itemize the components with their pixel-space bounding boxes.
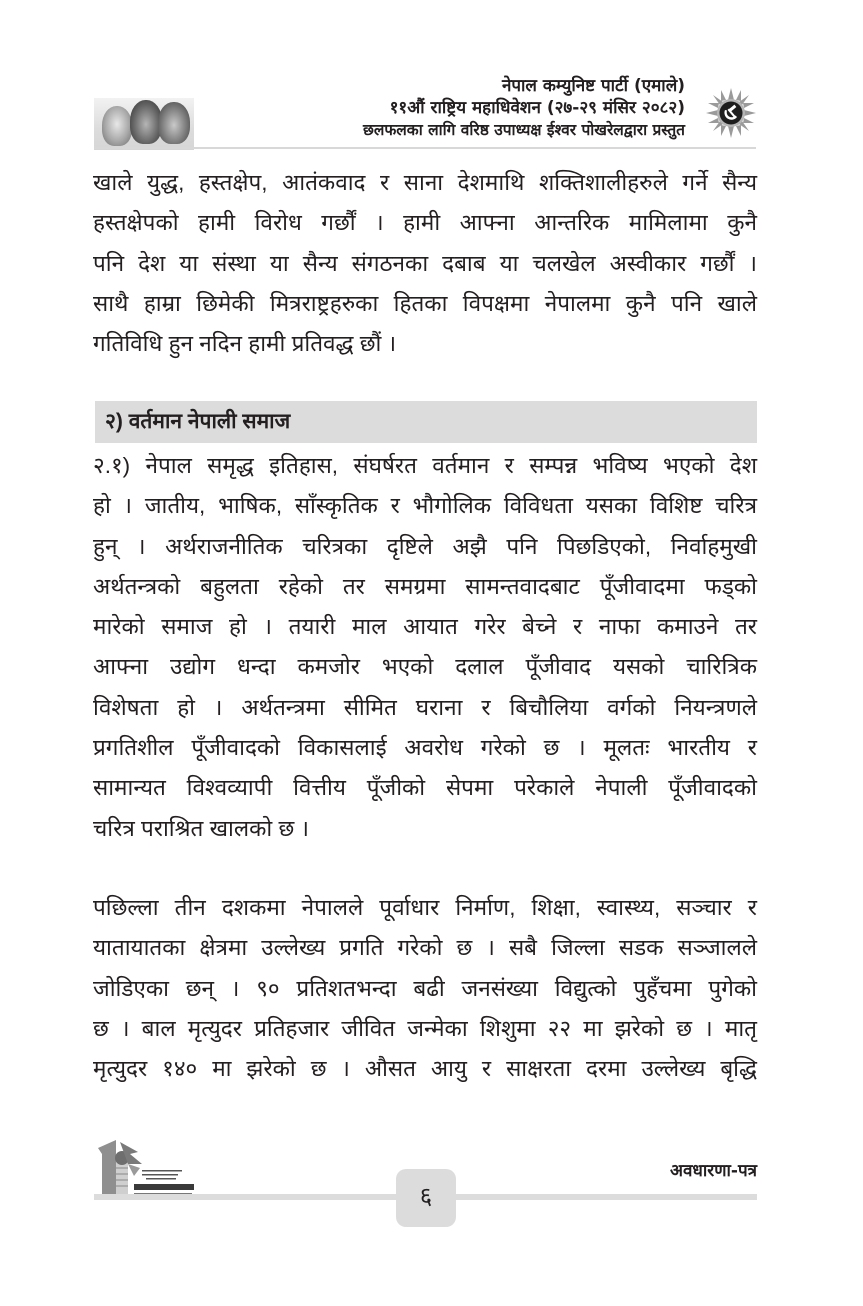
page-number-badge (396, 1169, 456, 1227)
page-number: ६ (419, 1183, 433, 1210)
presenter-line: छलफलका लागि वरिष्ठ उपाध्यक्ष ईश्वर पोखरेलद्वारा प्रस्तुत (362, 121, 685, 139)
text-line: हुन् । अर्थराजनीतिक चरित्रका दृष्टिले अझै पनि पिछडिएको, निर्वाहमुखी (93, 533, 757, 559)
text-line: मृत्युदर १४० मा झरेको छ । औसत आयु र साक्षरता दरमा उल्लेख्य बृद्धि (93, 1056, 757, 1082)
national-congress-logo (94, 1138, 204, 1202)
text-line: यातायातका क्षेत्रमा उल्लेख्य प्रगति गरेको छ । सबै जिल्ला सडक सञ्जालले (93, 935, 757, 961)
paragraph-intro-continued (93, 163, 757, 364)
paragraph-2-1 (93, 446, 757, 849)
text-line: हो । जातीय, भाषिक, साँस्कृतिक र भौगोलिक विविधता यसका विशिष्ट चरित्र (93, 493, 757, 519)
text-line: मारेको समाज हो । तयारी माल आयात गरेर बेच्ने र नाफा कमाउने तर (93, 614, 757, 640)
section-heading-band (95, 401, 757, 443)
leader-portrait-3 (158, 102, 190, 144)
party-name: नेपाल कम्युनिष्ट पार्टी (एमाले) (501, 76, 685, 96)
party-emblem-hammer-sickle-icon (706, 88, 756, 138)
text-line: हस्तक्षेपको हामी विरोध गर्छौं । हामी आफ्ना आन्तरिक मामिलामा कुनै (93, 210, 757, 236)
text-line: चरित्र पराश्रित खालको छ । (93, 815, 310, 841)
text-line: छ । बाल मृत्युदर प्रतिहजार जीवित जन्मेका शिशुमा २२ मा झरेको छ । मातृ (93, 1015, 757, 1041)
header-title-block (363, 75, 685, 141)
footer-divider-left (94, 1194, 396, 1200)
text-line: गतिविधि हुन नदिन हामी प्रतिवद्ध छौं । (93, 331, 397, 357)
text-line: साथै हाम्रा छिमेकी मित्रराष्ट्रहरुका हितका विपक्षमा नेपालमा कुनै पनि खाले (93, 290, 757, 316)
text-line: जोडिएका छन् । ९० प्रतिशतभन्दा बढी जनसंख्या विद्युत्को पुहँचमा पुगेको (93, 975, 757, 1001)
text-line: विशेषता हो । अर्थतन्त्रमा सीमित घराना र बिचौलिया वर्गको नियन्त्रणले (93, 694, 757, 720)
text-line: आफ्ना उद्योग धन्दा कमजोर भएको दलाल पूँजीवाद यसको चारित्रिक (93, 654, 757, 680)
text-line: प्रगतिशील पूँजीवादको विकासलाई अवरोध गरेको छ । मूलतः भारतीय र (93, 735, 757, 761)
section-heading: २) वर्तमान नेपाली समाज (105, 410, 291, 433)
text-line: २.१) नेपाल समृद्ध इतिहास, संघर्षरत वर्तमान र सम्पन्न भविष्य भएको देश (93, 453, 757, 478)
text-line: सामान्यत विश्वव्यापी वित्तीय पूँजीको सेपमा परेकाले नेपाली पूँजीवादको (93, 775, 757, 801)
paragraph-progress (93, 888, 757, 1089)
text-line: पनि देश या संस्था या सैन्य संगठनका दबाब या चलखेल अस्वीकार गर्छौं । (93, 250, 757, 276)
convention-title: ११औं राष्ट्रिय महाधिवेशन (२७-२९ मंसिर २०८२) (389, 98, 685, 118)
header-divider (94, 147, 756, 149)
document-title: अवधारणा-पत्र (669, 1161, 757, 1181)
text-line: पछिल्ला तीन दशकमा नेपालले पूर्वाधार निर्माण, शिक्षा, स्वास्थ्य, सञ्चार र (93, 895, 757, 920)
text-line: अर्थतन्त्रको बहुलता रहेको तर समग्रमा सामन्तवादबाट पूँजीवादमा फड्को (93, 573, 757, 599)
leaders-portrait-photo (94, 98, 194, 150)
leader-portrait-1 (102, 106, 132, 146)
text-line: खाले युद्ध, हस्तक्षेप, आतंकवाद र साना देशमाथि शक्तिशालीहरुले गर्ने सैन्य (93, 170, 757, 195)
page-header (0, 0, 863, 160)
footer-divider-right (455, 1194, 757, 1200)
